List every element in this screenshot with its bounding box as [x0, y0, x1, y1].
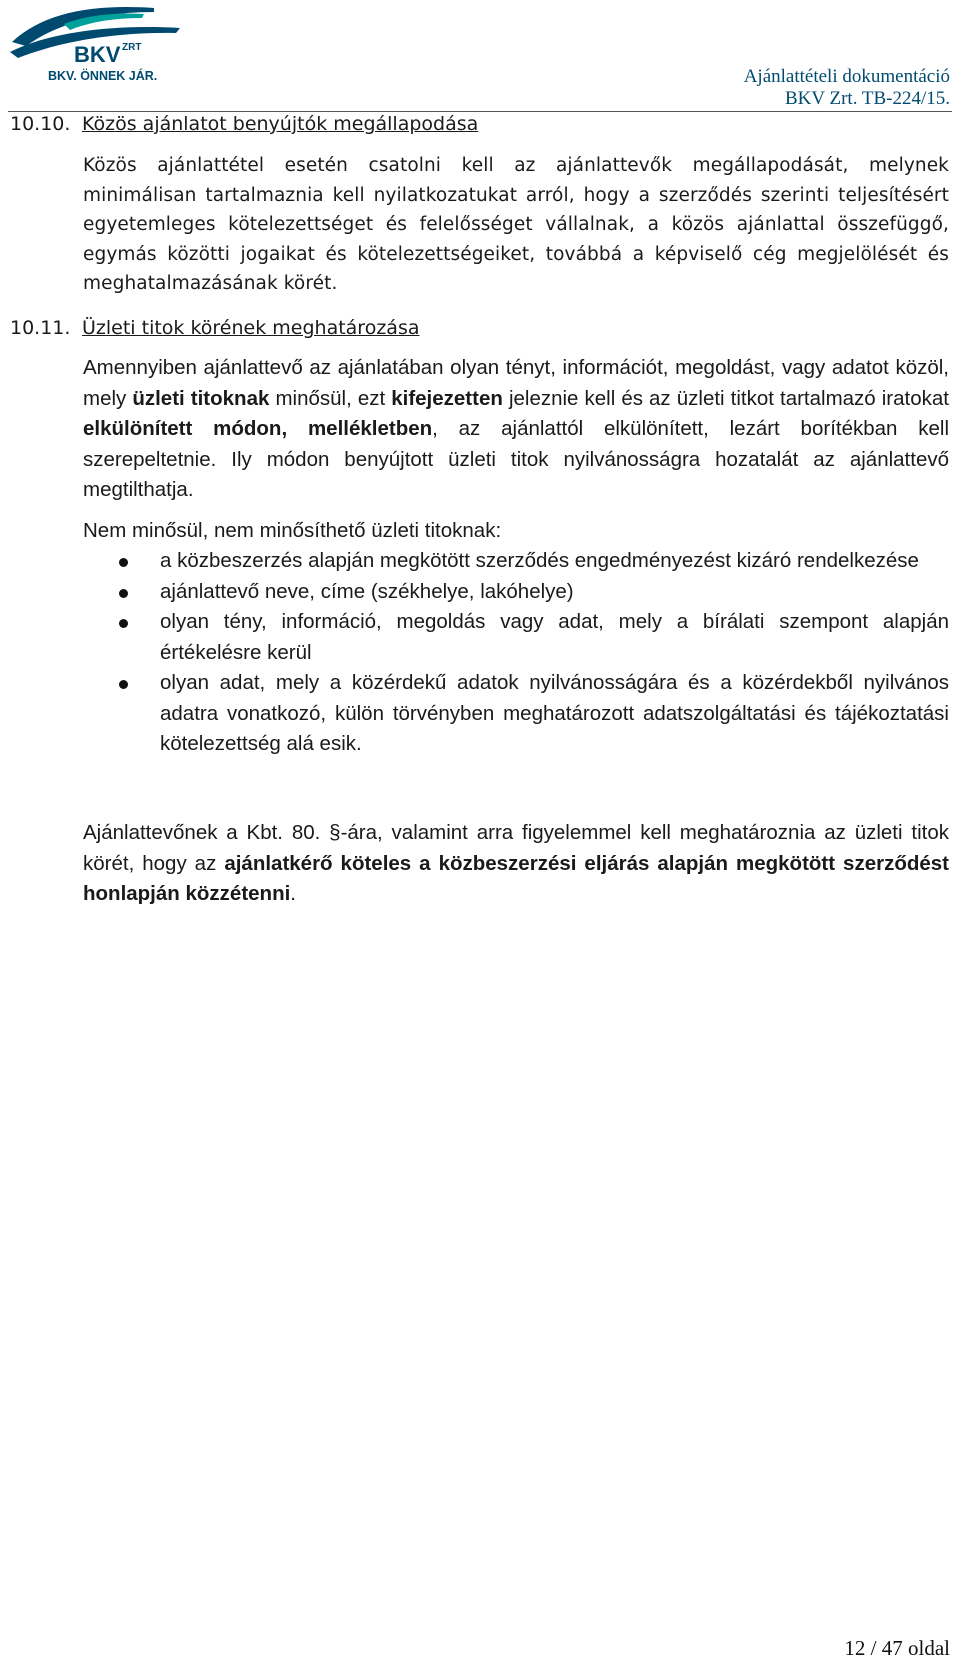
svg-text:BKV. ÖNNEK JÁR.: BKV. ÖNNEK JÁR.	[48, 69, 158, 83]
section-title: Közös ajánlatot benyújtók megállapodása	[82, 113, 479, 135]
list-item: olyan tény, információ, megoldás vagy adat, mely a bírálati szempont alapján értékelésre kerül	[83, 607, 949, 668]
list-item: ajánlattevő neve, címe (székhelye, lakóhelye)	[83, 577, 949, 608]
list-intro: Nem minősül, nem minősíthető üzleti titoknak:	[83, 519, 502, 542]
bold-text: kifejezetten	[391, 386, 503, 410]
closing-paragraph: Ajánlattevőnek a Kbt. 80. §-ára, valamint arra figyelemmel kell meghatároznia az üzleti titok körét, hogy az ajánlatkérő köteles a közbeszerzési eljárás alapján megkötött szerződést honlapján közzétenni.	[83, 821, 950, 905]
svg-text:ZRT: ZRT	[122, 42, 142, 53]
bold-text: üzleti titoknak	[132, 386, 270, 410]
page-number: 12 / 47 oldal	[844, 1636, 950, 1660]
bold-text: elkülönített módon, mellékletben	[83, 417, 433, 440]
document-title-line1: Ajánlattételi dokumentáció	[743, 66, 950, 87]
bullet-icon	[119, 589, 128, 598]
section-number: 10.11.	[10, 317, 71, 339]
bkv-logo	[4, 2, 184, 84]
bullet-icon	[119, 680, 128, 689]
bkv-logo-icon	[4, 2, 184, 84]
document-title-line2: BKV Zrt. TB-224/15.	[784, 88, 950, 109]
section-number: 10.10.	[10, 113, 71, 135]
svg-text:BKV: BKV	[74, 42, 121, 67]
bullet-list	[83, 546, 949, 760]
list-item: olyan adat, mely a közérdekű adatok nyilvánosságára és a közérdekből nyilvános adatra vonatkozó, külön törvényben meghatározott adatszolgáltatási és tájékoztatási kötelezettség alá esik.	[83, 668, 949, 760]
bullet-icon	[119, 558, 128, 567]
bold-text: ajánlatkérő köteles a közbeszerzési eljárás alapján megkötött szerződést honlapján közzétenni	[83, 851, 950, 905]
bullet-icon	[119, 619, 128, 628]
section-title: Üzleti titok körének meghatározása	[82, 317, 420, 339]
section-heading-10-11	[10, 316, 419, 340]
document-title	[744, 66, 950, 110]
section-paragraph: Közös ajánlattétel esetén csatolni kell az ajánlattevők megállapodását, melynek minimálisan tartalmaznia kell nyilatkozatukat arról, hogy a szerződés szerinti teljesítésért egyetemleges kötelezettséget és felelősséget vállalnak, a közös ajánlattal összefüggő, egymás közötti jogaikat és kötelezettségeiket, továbbá a képviselő cég megjelölését és meghatalmazásának körét.	[83, 155, 949, 294]
section-heading-10-10	[10, 112, 478, 136]
list-item: a közbeszerzés alapján megkötött szerződés engedményezést kizáró rendelkezése	[83, 546, 949, 577]
trade-secret-paragraph: Amennyiben ajánlattevő az ajánlatában olyan tényt, információt, megoldást, vagy adatot közöl, mely üzleti titoknak minősül, ezt kifejezetten jeleznie kell és az üzleti titkot tartalmazó iratokat elkülönített módon, mellékletben, az ajánlattól elkülönített, lezárt borítékban kell szerepeltetnie. Ily módon benyújtott üzleti titok nyilvánosságra hozatalát az ajánlattevő megtilthatja.	[83, 356, 949, 501]
